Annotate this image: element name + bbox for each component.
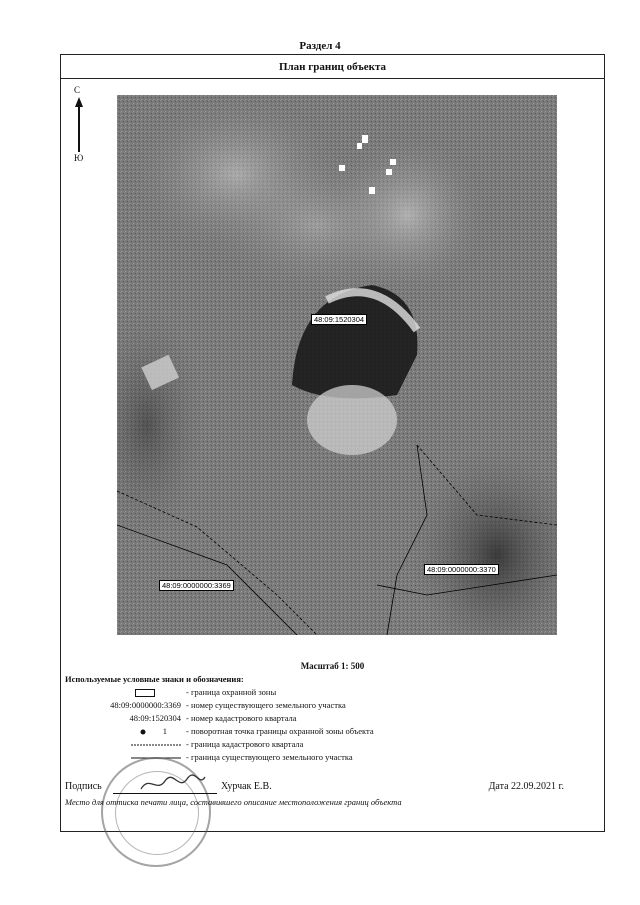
legend-item: 48:09:0000000:3369 - номер существующего земельного участка [110,700,346,710]
legend-item: - граница существующего земельного участка [186,752,353,762]
document-frame [60,54,605,832]
signature-scribble-icon [139,773,209,795]
legend-item: 1 - поворотная точка границы охранной зоны объекта [61,726,604,738]
signature-date: Дата 22.09.2021 г. [488,781,564,792]
stamp-caption: Место для оттиска печати лица, составившего описание местоположения границ объекта [65,797,402,807]
satellite-map[interactable] [117,95,557,635]
signer-name: Хурчак Е.В. [221,781,272,792]
section-title: Раздел 4 [299,40,341,52]
south-label: Ю [74,153,84,163]
map-label-parcel-b: 48:09:0000000:3370 [424,564,499,575]
map-label-parcel-a: 48:09:0000000:3369 [159,580,234,591]
north-arrow-icon [71,85,91,195]
legend-item: - граница кадастрового квартала [186,739,304,749]
legend-item: 48:09:1520304 - номер кадастрового квартала [129,713,297,723]
legend-item: - граница охранной зоны [61,687,604,699]
legend-heading: Используемые условные знаки и обозначения: [65,674,244,684]
plan-title: План границ объекта [61,55,604,79]
signature-row [61,781,604,797]
north-label: С [74,85,81,95]
map-scale: Масштаб 1: 500 [300,661,365,671]
signature-label: Подпись [65,781,102,792]
map-label-quarter: 48:09:1520304 [311,314,367,325]
